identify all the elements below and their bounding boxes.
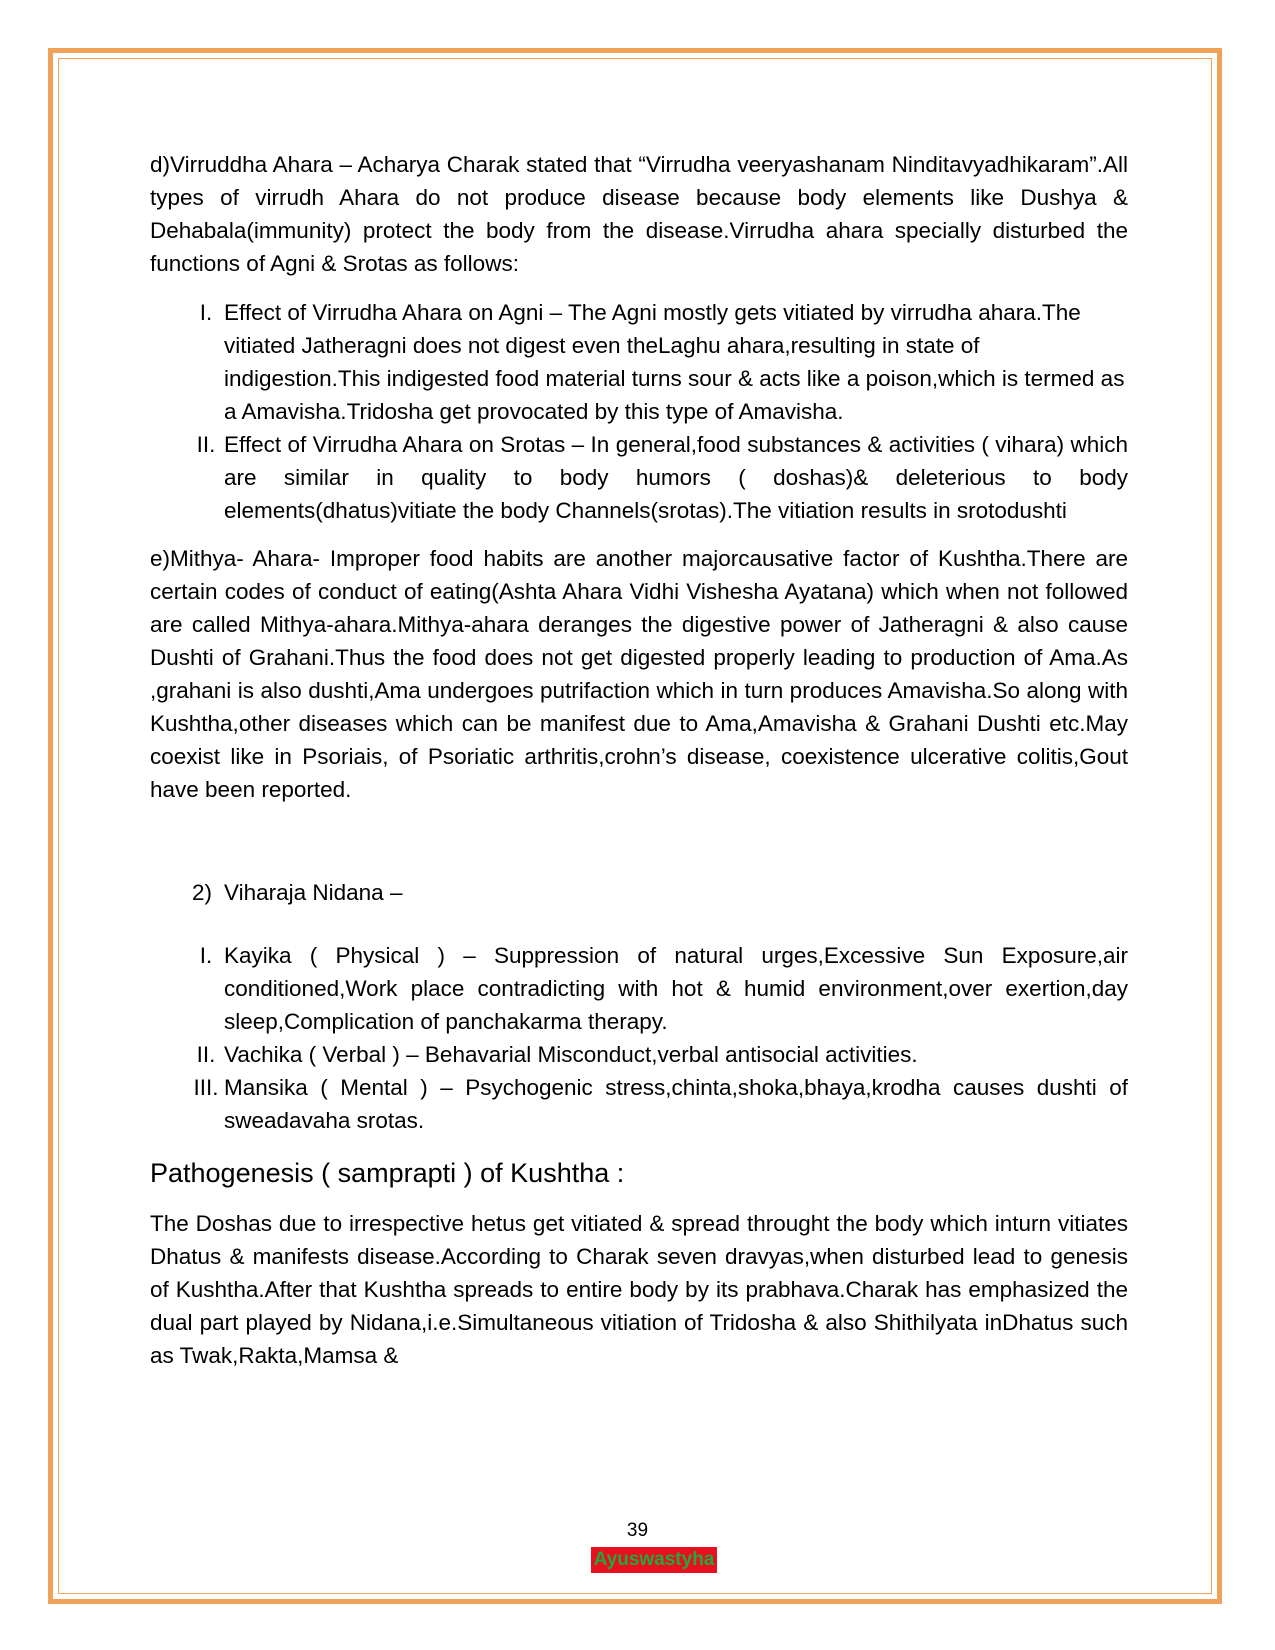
- list-item-text: Mansika ( Mental ) – Psychogenic stress,chinta,shoka,bhaya,krodha causes dushti of sweadavaha srotas.: [224, 1075, 1128, 1133]
- list-item-mansika: [150, 1071, 1128, 1137]
- list-number: II.: [196, 432, 216, 457]
- list-item-kayika: [150, 939, 1128, 1038]
- section-viharaja-nidana: [150, 876, 1128, 909]
- list-number: III.: [193, 1075, 219, 1100]
- footer-brand-label: Ayuswastyha: [591, 1547, 717, 1573]
- page-content: [150, 148, 1128, 1372]
- list-item-text: Vachika ( Verbal ) – Behavarial Misconduct,verbal antisocial activities.: [224, 1042, 918, 1067]
- list-item-srotas: [150, 428, 1128, 527]
- list-item-agni: [150, 296, 1128, 428]
- list-item-text: Effect of Virrudha Ahara on Srotas – In general,food substances & activities ( vihara) which are similar in quality to body humors ( doshas)& deleterious to body elements(dhatus)vitiate the body Channels(srotas).The vitiation results in srotodushti: [224, 432, 1128, 523]
- page-number: 39: [626, 1520, 649, 1541]
- paragraph-pathogenesis: The Doshas due to irrespective hetus get vitiated & spread throught the body which inturn vitiates Dhatus & manifests disease.According to Charak seven dravyas,when disturbed lead to genesis of Kushtha.After that Kushtha spreads to entire body by its prabhava.Charak has emphasized the dual part played by Nidana,i.e.Simultaneous vitiation of Tridosha & also Shithilyata inDhatus such as Twak,Rakta,Mamsa &: [150, 1211, 1128, 1368]
- section-number: 2): [191, 880, 212, 905]
- section-title: Viharaja Nidana –: [224, 880, 403, 905]
- list-item-text: Effect of Virrudha Ahara on Agni – The Agni mostly gets vitiated by virrudha ahara.The vitiated Jatheragni does not digest even theLaghu ahara,resulting in state of indigestion.This indigested food material turns sour & acts like a poison,which is termed as a Amavisha.Tridosha get provocated by this type of Amavisha.: [224, 300, 1125, 424]
- heading-pathogenesis: Pathogenesis ( samprapti ) of Kushtha :: [150, 1158, 625, 1188]
- list-number: I.: [199, 943, 213, 968]
- list-item-text: Kayika ( Physical ) – Suppression of natural urges,Excessive Sun Exposure,air conditioned,Work place contradicting with hot & humid environment,over exertion,day sleep,Complication of panchakarma therapy.: [224, 943, 1128, 1034]
- list-number: II.: [196, 1042, 216, 1067]
- paragraph-virruddha-ahara: d)Virruddha Ahara – Acharya Charak stated that “Virrudha veeryashanam Ninditavyadhikaram”.All types of virrudh Ahara do not produce disease because body elements like Dushya & Dehabala(immunity) protect the body from the disease.Virrudha ahara specially disturbed the functions of Agni & Srotas as follows:: [150, 152, 1128, 276]
- paragraph-mithya-ahara: e)Mithya- Ahara- Improper food habits are another majorcausative factor of Kushtha.There are certain codes of conduct of eating(Ashta Ahara Vidhi Vishesha Ayatana) which when not followed are called Mithya-ahara.Mithya-ahara deranges the digestive power of Jatheragni & also cause Dushti of Grahani.Thus the food does not get digested properly leading to production of Ama.As ,grahani is also dushti,Ama undergoes putrifaction which in turn produces Amavisha.So along with Kushtha,other diseases which can be manifest due to Ama,Amavisha & Grahani Dushti etc.May coexist like in Psoriais, of Psoriatic arthritis,crohn’s disease, coexistence ulcerative colitis,Gout have been reported.: [150, 546, 1128, 802]
- list-item-vachika: [150, 1038, 1128, 1071]
- list-number: I.: [199, 300, 213, 325]
